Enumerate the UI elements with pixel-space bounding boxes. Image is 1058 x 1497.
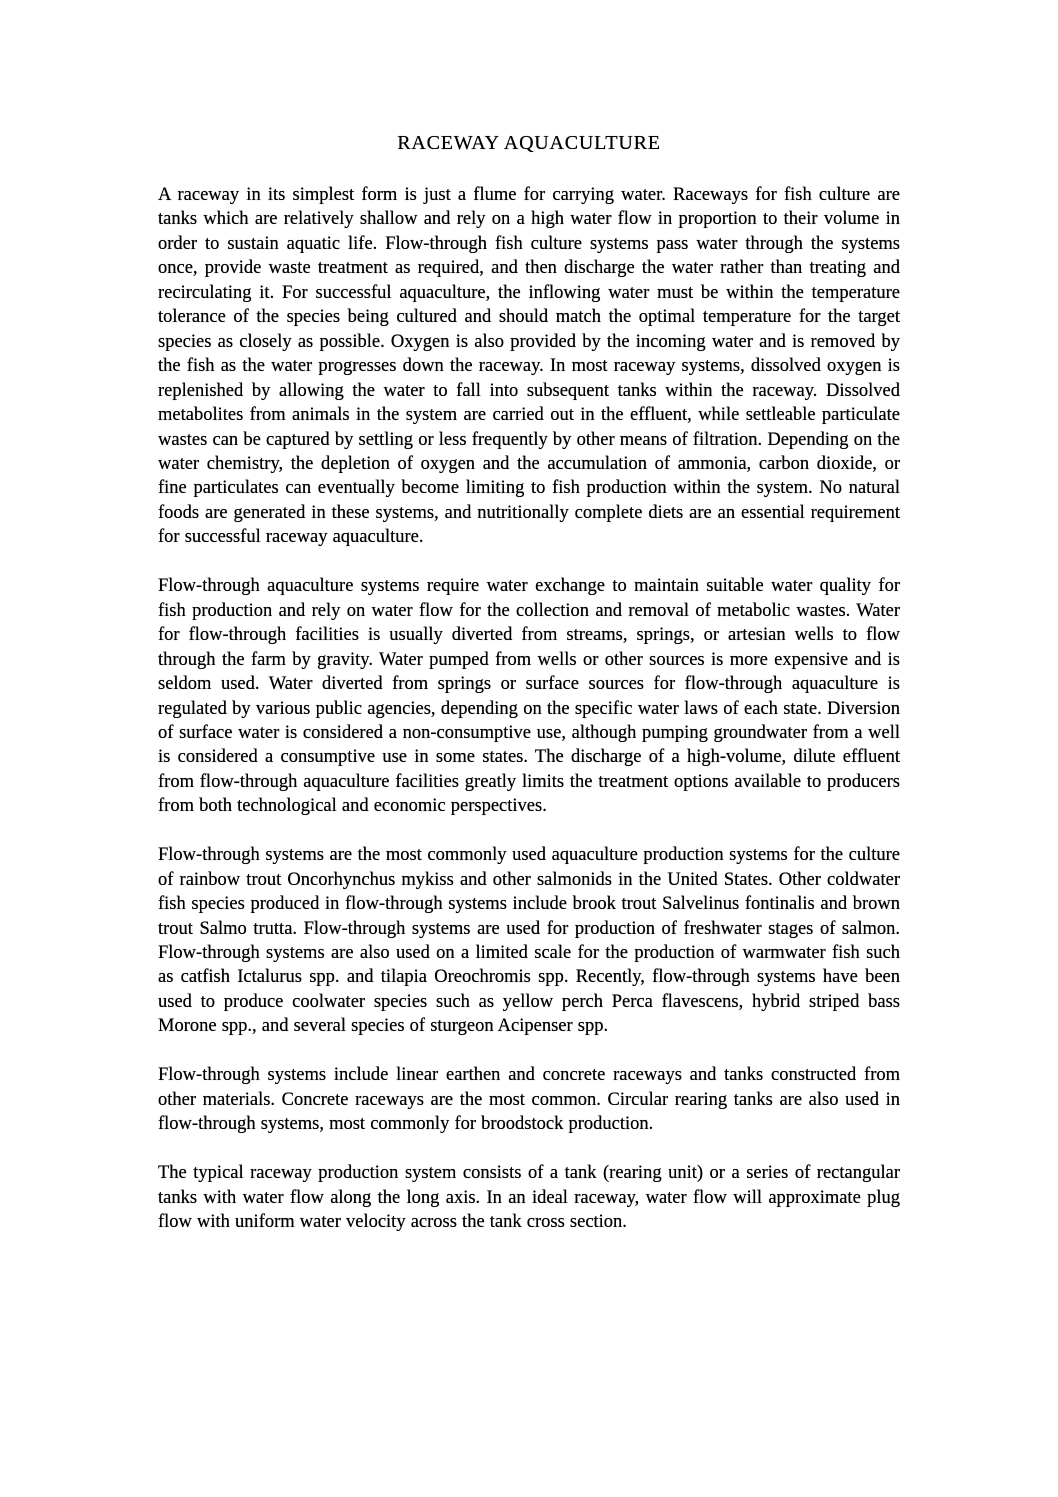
paragraph-water-exchange: Flow-through aquaculture systems require water exchange to maintain suitable water quality for fish production and rely on water flow for the collection and removal of metabolic wastes. Water for flow-through facilities is usually diverted from streams, springs, or artesian wells to flow through the farm by gravity. Water pumped from wells or other sources is more expensive and is seldom used. Water diverted from springs or surface sources for flow-through aquaculture is regulated by various public agencies, depending on the specific water laws of each state. Diversion of surface water is considered a non-consumptive use, although pumping groundwater from a well is considered a consumptive use in some states. The discharge of a high-volume, dilute effluent from flow-through aquaculture facilities greatly limits the treatment options available to producers from both technological and economic perspectives. (158, 576, 900, 817)
page-title: RACEWAY AQUACULTURE (397, 132, 661, 154)
paragraph-raceway-intro: A raceway in its simplest form is just a flume for carrying water. Raceways for fish culture are tanks which are relatively shallow and rely on a high water flow in proportion to their volume in order to sustain aquatic life. Flow-through fish culture systems pass water through the systems once, provide waste treatment as required, and then discharge the water rather than treating and recirculating it. For successful aquaculture, the inflowing water must be within the temperature tolerance of the species being cultured and should match the optimal temperature for the target species as closely as possible. Oxygen is also provided by the incoming water and is removed by the fish as the water progresses down the raceway. In most raceway systems, dissolved oxygen is replenished by allowing the water to fall into subsequent tanks within the raceway. Dissolved metabolites from animals in the system are carried out in the effluent, while settleable particulate wastes can be captured by settling or less frequently by other means of filtration. Depending on the water chemistry, the depletion of oxygen and the accumulation of ammonia, carbon dioxide, or fine particulates can eventually become limiting to fish production within the system. No natural foods are generated in these systems, and nutritionally complete diets are an essential requirement for successful raceway aquaculture. (158, 185, 900, 548)
paragraph-species-cultured: Flow-through systems are the most commonly used aquaculture production systems for the culture of rainbow trout Oncorhynchus mykiss and other salmonids in the United States. Other coldwater fish species produced in flow-through systems include brook trout Salvelinus fontinalis and brown trout Salmo trutta. Flow-through systems are used for production of freshwater stages of salmon. Flow-through systems are also used on a limited scale for the production of warmwater fish such as catfish Ictalurus spp. and tilapia Oreochromis spp. Recently, flow-through systems have been used to produce coolwater species such as yellow perch Perca flavescens, hybrid striped bass Morone spp., and several species of sturgeon Acipenser spp. (158, 845, 900, 1037)
paragraph-typical-system: The typical raceway production system consists of a tank (rearing unit) or a series of rectangular tanks with water flow along the long axis. In an ideal raceway, water flow will approximate plug flow with uniform water velocity across the tank cross section. (158, 1163, 900, 1232)
paragraph-raceway-types: Flow-through systems include linear earthen and concrete raceways and tanks constructed from other materials. Concrete raceways are the most common. Circular rearing tanks are also used in flow-through systems, most commonly for broodstock production. (158, 1065, 900, 1135)
